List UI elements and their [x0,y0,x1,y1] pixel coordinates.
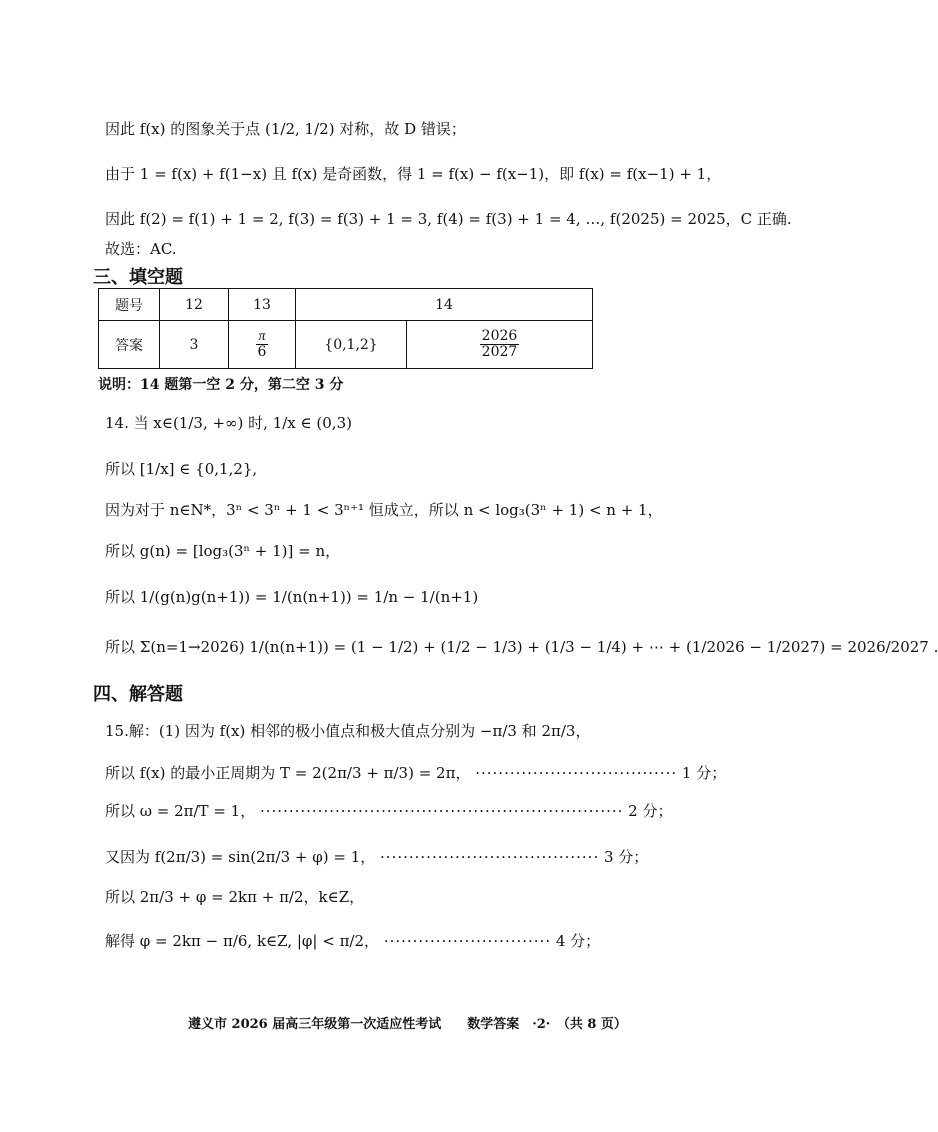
score-3: 3 分； [604,848,649,866]
line-symmetry-text: 因此 f(x) 的图象关于点 (1/2, 1/2) 对称，故 D 错误； [105,120,466,138]
q15-line-2-text: 所以 f(x) 的最小正周期为 T = 2(2π/3 + π/3) = 2π， [105,764,471,782]
line-choice-text: 故选：AC. [105,240,177,258]
table-cell: 题号 [99,289,160,321]
q15-line-4 [105,846,648,867]
table-cell [407,321,593,369]
section4-heading: 四、解答题 [93,684,183,705]
q15-line-6 [105,930,600,951]
score-4: 4 分； [555,932,601,950]
leader-dots: ····························· [383,932,552,950]
q14-line-6: 所以 Σ(n=1→2026) 1/(n(n+1)) = (1 − 1/2) + (1/2 − 1/3) + (1/3 − 1/4) + ⋯ + (1/2026 − 1/2027) = 2026/2027 . [105,638,938,656]
q14-line-5: 所以 1/(g(n)g(n+1)) = 1/(n(n+1)) = 1/n − 1/(n+1) [105,588,479,606]
score-2: 2 分； [628,802,673,820]
section3-heading: 三、填空题 [93,267,183,288]
fraction [480,329,520,361]
line-values-text: 因此 f(2) = f(1) + 1 = 2, f(3) = f(3) + 1 = 3, f(4) = f(3) + 1 = 4, …, f(2025) = 2025，C 正确. [105,210,792,228]
table-cell [229,321,296,369]
q15-line-5: 所以 2π/3 + φ = 2kπ + π/2，k∈Z， [105,888,365,906]
table-row [99,289,593,321]
q15-line-6-text: 解得 φ = 2kπ − π/6, k∈Z, |φ| < π/2， [105,932,380,950]
fraction-numerator: 2026 [481,327,518,344]
table-row [99,321,593,369]
q14-line-4: 所以 g(n) = [log₃(3ⁿ + 1)] = n， [105,542,341,560]
line-odd-function-text: 由于 1 = f(x) + f(1−x) 且 f(x) 是奇函数，得 1 = f(x) − f(x−1)，即 f(x) = f(x−1) + 1， [105,165,722,183]
leader-dots: ······························································· [260,802,624,820]
score-1: 1 分； [681,764,727,782]
q15-line-1: 15.解：(1) 因为 f(x) 相邻的极小值点和极大值点分别为 −π/3 和 2π/3， [105,722,591,740]
table-cell: 答案 [99,321,160,369]
leader-dots: ······································ [380,848,600,866]
fraction-denominator: 6 [257,344,267,360]
q14-line-3: 因为对于 n∈N*，3ⁿ < 3ⁿ + 1 < 3ⁿ⁺¹ 恒成立，所以 n < log₃(3ⁿ + 1) < n + 1， [105,501,663,519]
page-footer: 遵义市 2026 届高三年级第一次适应性考试 数学答案 ·2· （共 8 页） [188,1017,627,1032]
line-odd-function [105,163,721,184]
leader-dots: ··································· [475,764,678,782]
answer-table [98,288,593,369]
table-cell: 13 [229,289,296,321]
q14-line-2: 所以 [1/x] ∈ {0,1,2}, [105,460,258,478]
q15-line-2 [105,762,726,783]
line-values [105,208,792,229]
fraction-denominator: 2027 [481,344,518,360]
q15-line-4-text: 又因为 f(2π/3) = sin(2π/3 + φ) = 1， [105,848,376,866]
q14-line-1: 14. 当 x∈(1/3, +∞) 时, 1/x ∈ (0,3) [105,414,352,432]
q15-line-3 [105,800,672,821]
fraction-numerator: π [258,328,266,344]
line-symmetry [105,118,466,139]
line-choice [105,238,177,259]
table-cell: 3 [160,321,229,369]
fraction [256,329,269,361]
scoring-note: 说明：14 题第一空 2 分，第二空 3 分 [98,377,344,393]
table-cell: 14 [296,289,593,321]
q15-line-3-text: 所以 ω = 2π/T = 1， [105,802,256,820]
table-cell: {0,1,2} [296,321,407,369]
table-cell: 12 [160,289,229,321]
